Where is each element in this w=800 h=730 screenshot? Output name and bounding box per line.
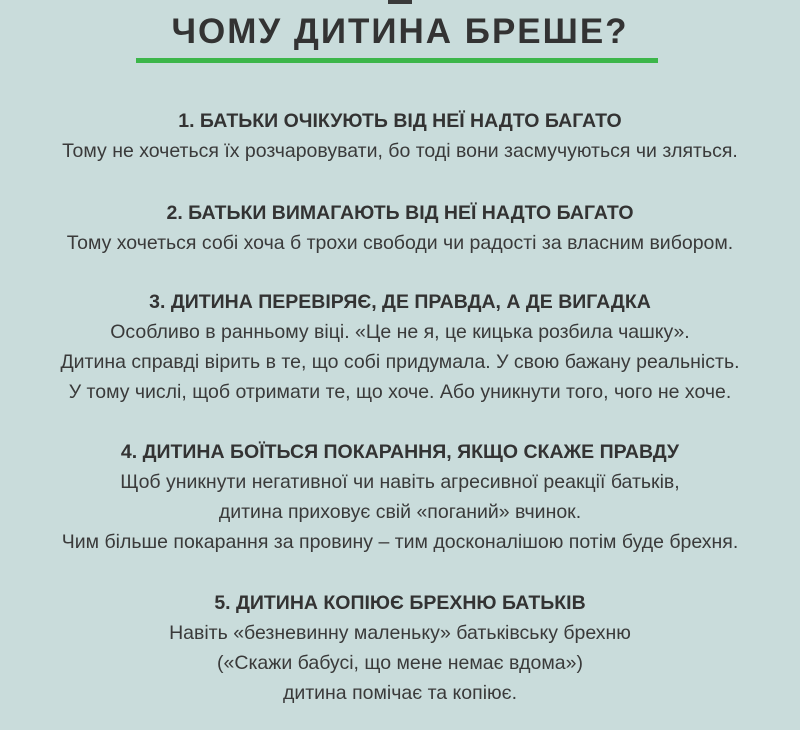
section-text-line: («Скажи бабусі, що мене немає вдома») <box>217 652 583 674</box>
section-heading: 4. ДИТИНА БОЇТЬСЯ ПОКАРАННЯ, ЯКЩО СКАЖЕ ПРАВДУ <box>120 441 680 463</box>
section-text-line: дитина приховує свій «поганий» вчинок. <box>218 501 582 523</box>
section-text-line: Щоб уникнути негативної чи навіть агресивної реакції батьків, <box>120 471 680 493</box>
section-heading: 1. БАТЬКИ ОЧІКУЮТЬ ВІД НЕЇ НАДТО БАГАТО <box>178 110 622 132</box>
section-heading: 5. ДИТИНА КОПІЮЄ БРЕХНЮ БАТЬКІВ <box>214 592 586 614</box>
section-text-line: У тому числі, щоб отримати те, що хоче. Або уникнути того, чого не хоче. <box>68 381 732 403</box>
reason-section-3 <box>0 287 800 407</box>
section-heading: 2. БАТЬКИ ВИМАГАЮТЬ ВІД НЕЇ НАДТО БАГАТО <box>166 202 634 224</box>
reason-section-5 <box>0 588 800 708</box>
reason-section-4 <box>0 437 800 557</box>
top-decoration <box>388 0 412 4</box>
reason-section-1 <box>0 106 800 166</box>
section-text-line: Тому хочеться собі хоча б трохи свободи чи радості за власним вибором. <box>66 232 734 254</box>
section-text-line: Особливо в ранньому віці. «Це не я, це кицька розбила чашку». <box>110 321 690 343</box>
section-heading: 3. ДИТИНА ПЕРЕВІРЯЄ, ДЕ ПРАВДА, А ДЕ ВИГАДКА <box>149 291 651 313</box>
page-title: ЧОМУ ДИТИНА БРЕШЕ? <box>171 12 629 51</box>
reason-section-2 <box>0 198 800 258</box>
section-text-line: Тому не хочеться їх розчаровувати, бо тоді вони засмучуються чи зляться. <box>62 140 738 162</box>
section-text-line: дитина помічає та копіює. <box>282 682 518 704</box>
section-text-line: Чим більше покарання за провину – тим досконалішою потім буде брехня. <box>61 531 739 553</box>
title-underline <box>136 58 658 63</box>
section-text-line: Навіть «безневинну маленьку» батьківську брехню <box>169 622 631 644</box>
section-text-line: Дитина справді вірить в те, що собі придумала. У свою бажану реальність. <box>60 351 740 373</box>
